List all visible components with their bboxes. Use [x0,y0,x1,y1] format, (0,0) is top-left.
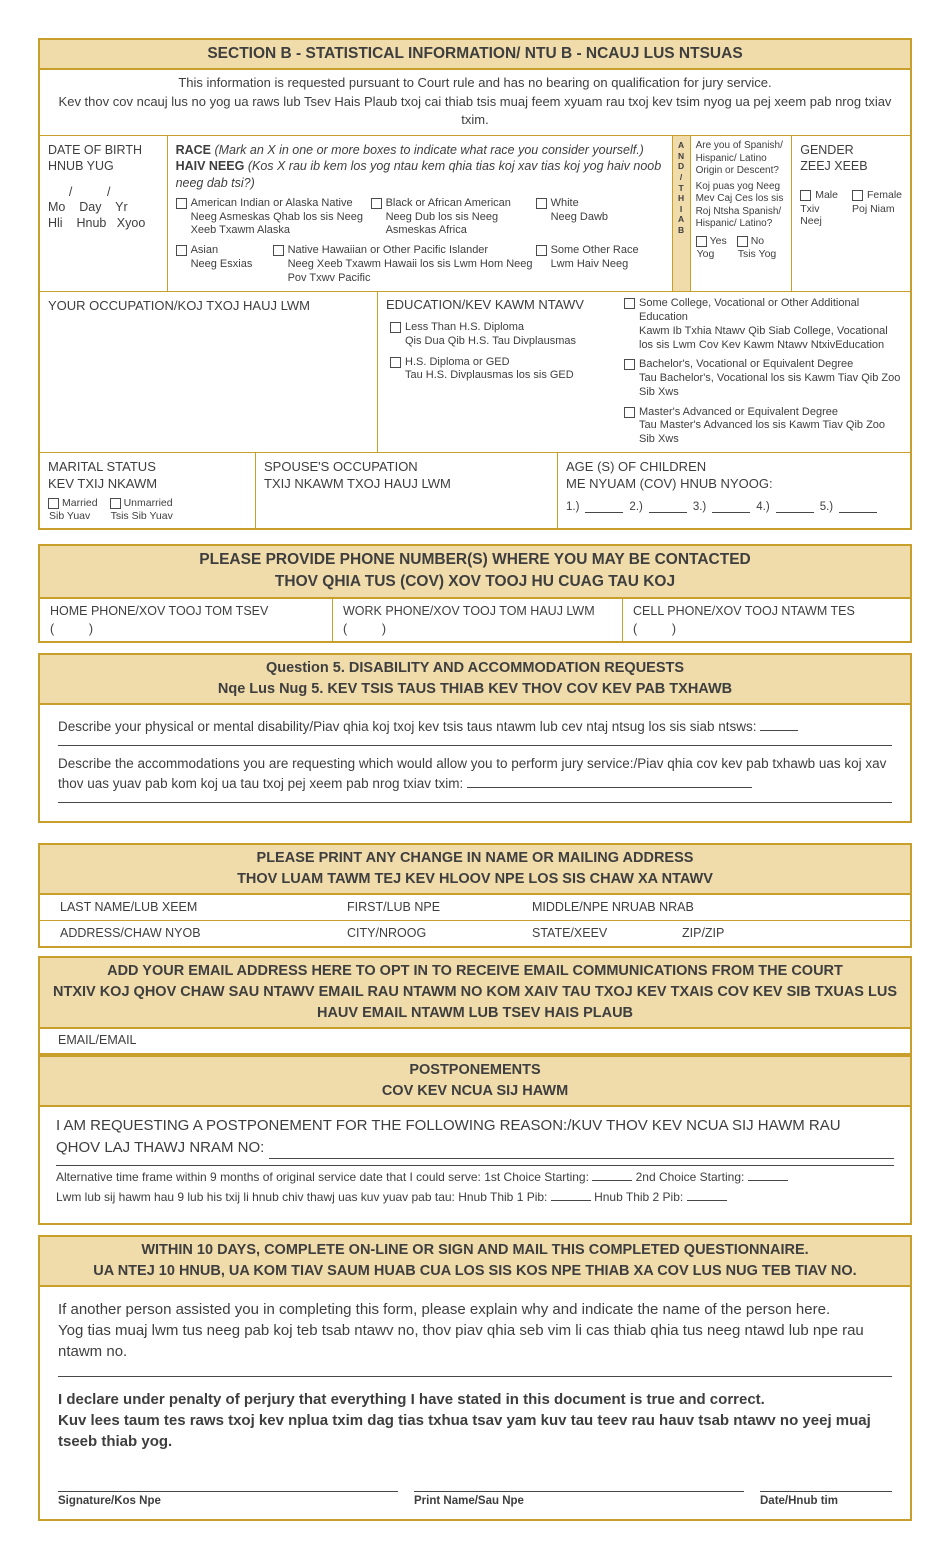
gender-option-male [800,189,838,227]
section-b-title: SECTION B - STATISTICAL INFORMATION/ NTU B - NCAUJ LUS NTSUAS [207,45,743,62]
education-option-less-than-hs [390,321,618,349]
disability-writing-line[interactable] [58,745,892,746]
education-option-label-hmong: Tau Master's Advanced los sis Kawm Tiav Qib Zoo Sib Xws [639,419,886,446]
race-option-american-indian [176,197,371,238]
gender-male-label-hmong: Txiv Neej [800,202,822,227]
child-age-field-3[interactable] [712,502,750,513]
dob-cell [40,136,167,291]
question5-band-line-en: Question 5. DISABILITY AND ACCOMMODATION REQUESTS [265,659,685,676]
divider-letter: B [678,225,685,236]
education-option-label: Bachelor's, Vocational or Equivalent Degree [639,358,854,371]
hispanic-yes-label-hmong: Yog [696,247,715,260]
race-cell [167,136,672,291]
middle-name-label: MIDDLE/NPE NRUAB NRAB [532,900,694,915]
child-age-field-2[interactable] [649,502,687,513]
marital-option-unmarried [110,497,173,522]
first-name-label: FIRST/LUB NPE [347,900,441,915]
race-checkbox-white[interactable] [536,198,547,209]
race-option-label: Black or African American [385,196,511,209]
race-option-label-hmong: Neeg Dawb [550,210,609,223]
race-option-label: Some Other Race [550,244,639,257]
race-option-black [371,197,536,238]
hispanic-yes-checkbox[interactable] [696,236,707,247]
divider-letter: N [678,150,685,161]
race-option-label: American Indian or Alaska Native [190,196,353,209]
race-label-en: RACE [175,143,211,158]
hispanic-options [696,235,787,260]
marital-status-cell [40,453,255,528]
first-choice-field[interactable] [592,1170,632,1181]
occupation-education-row [40,291,910,452]
divider-letter: A [678,140,685,151]
marital-unmarried-label: Unmarried [123,496,173,509]
gender-female-checkbox[interactable] [852,190,863,201]
accommodation-prompt-text: Describe the accommodations you are requesting which would allow you to perform jury service:/Piav qhia cov kev pab txhawb uas koj xav thov uas yuav pab kom koj ua tau txoj pej xeem pab nrog txiav txim: [58,756,887,791]
declaration-text-hmong: Kuv lees taum tes raws txoj kev nplua txim dag tias txhua tsav yam kuv tau teev rau hauv tsab ntawv no yeej muaj tseeb thiab yog. [58,1412,871,1451]
education-option-label-hmong: Tau H.S. Divplausmas los sis GED [405,369,574,382]
child-age-number: 2.) [629,500,643,513]
marital-married-checkbox[interactable] [48,498,59,509]
dob-input-area[interactable]: / / [48,184,111,199]
race-options-row-2 [176,244,664,285]
postponement-request-line-2 [56,1137,894,1159]
child-age-number: 5.) [819,500,834,513]
postponements-band [38,1055,912,1107]
hispanic-question-hmong: Koj puas yog Neeg Mev Caj Ces los sis Roj Ntsha Spanish/ Hispanic/ Latino? [695,180,784,230]
education-option-label: Less Than H.S. Diploma [405,321,525,334]
disability-field[interactable] [760,720,798,731]
child-age-field-1[interactable] [585,502,623,513]
race-note-en: (Mark an X in one or more boxes to indicate what race you consider yourself.) [214,143,644,158]
and-thiab-divider [672,136,690,291]
intro-text [40,70,910,135]
gender-female-label-hmong: Poj Niam [851,202,895,215]
signature-row [58,1480,892,1507]
race-option-label-hmong: Neeg Esxias [190,257,253,270]
gender-label-en: GENDER [800,143,854,158]
home-phone-label: HOME PHONE/XOV TOOJ TOM TSEV [50,603,269,618]
spouse-label-en: SPOUSE'S OCCUPATION [264,458,418,474]
name-change-box [38,895,912,948]
within-10-days-line-hmong: UA NTEJ 10 HNUB, UA KOM TIAV SAUM HUAB CUA LOS SIS KOS NPE THIAB XA COV LUS NUG TEB TIAV NO. [93,1263,857,1280]
date-label: Date/Hnub tim [760,1495,838,1508]
race-option-label: White [550,196,579,209]
email-band-line-hmong: NTXIV KOJ QHOV CHAW SAU NTAWV EMAIL RAU NTAWM NO KOM XAIV TAU TXOJ KEV TXAIS COV KEV SIB TXUAS LUS HAUV EMAIL NTAWM LUB TSEV HAIS PLAUB [52,984,897,1022]
race-label-hmong: HAIV NEEG [175,159,245,174]
hispanic-no-label-hmong: Tsis Yog [737,247,777,260]
hispanic-option-no [737,235,777,260]
alternative-time-line-hmong [56,1188,894,1207]
race-checkbox-other[interactable] [536,245,547,256]
education-option-some-college [624,297,902,352]
second-choice-field[interactable] [748,1170,788,1181]
address-label: ADDRESS/CHAW NYOB [60,926,201,941]
children-age-fields [566,501,902,513]
phone-fields-row [40,599,910,641]
hispanic-no-checkbox[interactable] [737,236,748,247]
assistance-writing-line[interactable] [58,1376,892,1377]
disability-prompt [58,717,892,737]
race-option-label-hmong: Lwm Haiv Neeg [550,257,629,270]
question5-box [38,705,912,824]
education-cell [377,292,910,452]
state-label: STATE/XEEV [532,926,608,941]
dob-units-hmong: Hli Hnub Xyoo [48,215,146,230]
intro-line-en: This information is requested pursuant to Court rule and has no bearing on qualification for jury service. [178,75,772,91]
signature-box [38,1287,912,1521]
date-column [760,1480,892,1507]
race-options-row-1 [176,197,664,238]
marital-spouse-children-row [40,452,910,528]
signature-label: Signature/Kos Npe [58,1495,161,1508]
child-age-number: 1.) [566,500,580,513]
race-option-label-hmong: Neeg Xeeb Txawm Hawaii los sis Lwm Hom Neeg Pov Txwv Pacific [287,257,533,284]
name-change-band-line-hmong: THOV LUAM TAWM TEJ KEV HLOOV NPE LOS SIS CHAW XA NTAWV [237,871,713,888]
hispanic-yes-label: Yes [709,234,727,247]
gender-options [800,189,902,227]
email-band [38,956,912,1029]
education-checkbox-bachelors[interactable] [624,359,635,370]
education-option-masters [624,406,902,447]
assistance-text-en: If another person assisted you in completing this form, please explain why and indicate the name of the person here. [58,1301,831,1319]
race-option-label-hmong: Neeg Dub los sis Neeg Asmeskas Africa [385,210,499,237]
city-label: CITY/NROOG [347,926,427,941]
race-option-hawaiian [273,244,536,285]
accommodation-writing-line[interactable] [58,802,892,803]
second-choice-field-hmong[interactable] [687,1190,727,1201]
print-name-field[interactable] [414,1480,744,1492]
children-label-en: AGE (S) OF CHILDREN [566,458,707,474]
gender-label-hmong: ZEEJ XEEB [800,159,868,174]
education-checkbox-less-than-hs[interactable] [390,322,401,333]
declaration-paragraph [58,1389,892,1452]
last-name-label: LAST NAME/LUB XEEM [60,900,198,915]
section-b-title-band [38,38,912,70]
child-age-field-4[interactable] [776,502,814,513]
occupation-cell[interactable] [40,292,377,452]
accommodation-prompt [58,754,892,793]
marital-unmarried-checkbox[interactable] [110,498,121,509]
postponements-band-line-en: POSTPONEMENTS [409,1062,541,1079]
dob-label-hmong: HNUB YUG [48,159,114,174]
cell-phone-field[interactable]: ( ) [633,621,677,636]
child-age-number: 4.) [756,500,770,513]
education-option-bachelors [624,358,902,399]
marital-unmarried-label-hmong: Tsis Sib Yuav [110,509,173,522]
phone-box [38,599,912,643]
assistance-paragraph [58,1299,892,1362]
home-phone-cell [40,599,332,641]
education-option-label-hmong: Kawm Ib Txhia Ntawv Qib Siab College, Vocational los sis Lwm Cov Kev Kawm Ntawv NtxivEducation [639,324,888,351]
education-checkbox-hs-ged[interactable] [390,357,401,368]
children-label-hmong: ME NYUAM (COV) HNUB NYOOG: [566,475,773,491]
demographics-row [40,135,910,291]
education-label: EDUCATION/KEV KAWM NTAWV [386,297,584,313]
education-checkbox-some-college[interactable] [624,298,635,309]
marital-options [48,497,247,522]
email-field-row[interactable] [38,1029,912,1055]
divider-letter: A [678,214,685,225]
gender-option-female [852,189,902,227]
education-option-label: Some College, Vocational or Other Additional Education [639,297,860,324]
marital-label-en: MARITAL STATUS [48,458,156,474]
dob-units-en: Mo Day Yr [48,199,128,214]
divider-letter: D [678,161,685,172]
zip-label: ZIP/ZIP [682,926,725,941]
home-phone-field[interactable]: ( ) [50,621,94,636]
dob-label-en: DATE OF BIRTH [48,143,142,158]
divider-letter: T [678,182,684,193]
education-right-column [618,297,902,447]
date-field[interactable] [760,1480,892,1492]
children-ages-cell [557,453,910,528]
postponement-request-text: QHOV LAJ THAWJ NRAM NO: [56,1139,265,1157]
education-option-hs-ged [390,356,618,384]
marital-married-label-hmong: Sib Yuav [49,509,91,522]
hispanic-option-yes [696,235,727,260]
race-option-label-hmong: Neeg Asmeskas Qhab los sis Neeg Xeeb Txawm Alaska [190,210,363,237]
race-option-other [536,244,664,285]
race-header-hmong [176,158,664,191]
race-option-label: Asian [190,244,219,257]
postponement-reason-line-2[interactable] [56,1165,894,1166]
education-option-label: H.S. Diploma or GED [405,355,510,368]
name-change-band-line-en: PLEASE PRINT ANY CHANGE IN NAME OR MAILING ADDRESS [256,850,694,867]
print-name-label: Print Name/Sau Npe [414,1495,524,1508]
email-field-label: EMAIL/EMAIL [58,1033,137,1048]
gender-female-label: Female [866,188,902,201]
marital-label-hmong: KEV TXIJ NKAWM [48,475,158,491]
alternative-time-text-en: Alternative time frame within 9 months of original service date that I could serve: 1st Choice Starting: [56,1169,589,1184]
phone-band [38,544,912,599]
education-checkbox-masters[interactable] [624,407,635,418]
race-checkbox-black[interactable] [371,198,382,209]
phone-band-line-hmong: THOV QHIA TUS (COV) XOV TOOJ HU CUAG TAU KOJ [274,573,676,591]
race-note-hmong: (Kos X rau ib kem los yog ntau kem qhia tias koj xav tias koj yog haiv noob neeg dab tsi?) [175,159,662,190]
race-checkbox-asian[interactable] [176,245,187,256]
race-option-asian [176,244,273,285]
question5-band [38,653,912,705]
signature-field[interactable] [58,1480,398,1492]
within-10-days-band [38,1235,912,1287]
alternative-time-text-hmong: Lwm lub sij hawm hau 9 lub his txij li hnub chiv thawj uas kuv yuav pab tau: Hnub Thib 1 Pib: [56,1190,548,1205]
hispanic-origin-cell [690,136,792,291]
name-change-row-2[interactable] [40,920,910,946]
child-age-number: 3.) [692,500,707,513]
postponements-box [38,1107,912,1225]
postponements-band-line-hmong: COV KEV NCUA SIJ HAWM [381,1083,569,1100]
section-b-box [38,70,912,529]
race-option-white [536,197,664,238]
gender-male-label: Male [815,188,838,201]
education-option-label-hmong: Tau Bachelor's, Vocational los sis Kawm Tiav Qib Zoo Sib Xws [639,372,901,398]
work-phone-cell [332,599,622,641]
accommodation-field[interactable] [467,777,752,788]
work-phone-field[interactable]: ( ) [343,621,387,636]
question5-band-line-hmong: Nqe Lus Nug 5. KEV TSIS TAUS THIAB KEV THOV COV KEV PAB TXHAWB [217,680,733,697]
race-checkbox-hawaiian[interactable] [273,245,284,256]
postponement-request-line-1: I AM REQUESTING A POSTPONEMENT FOR THE FOLLOWING REASON:/KUV THOV KEV NCUA SIJ HAWM RAU [56,1117,841,1135]
second-choice-label-hmong: Hnub Thib 2 Pib: [594,1190,684,1205]
marital-married-label: Married [62,496,98,509]
race-checkbox-american-indian[interactable] [176,198,187,209]
first-choice-field-hmong[interactable] [551,1190,591,1201]
gender-cell [791,136,910,291]
within-10-days-line-en: WITHIN 10 DAYS, COMPLETE ON-LINE OR SIGN AND MAIL THIS COMPLETED QUESTIONNAIRE. [141,1242,809,1259]
email-band-line-en: ADD YOUR EMAIL ADDRESS HERE TO OPT IN TO RECEIVE EMAIL COMMUNICATIONS FROM THE COURT [107,963,843,980]
name-change-band [38,843,912,895]
divider-letter: I [679,203,683,214]
divider-letter: H [678,193,685,204]
assistance-text-hmong: Yog tias muaj lwm tus neeg pab koj teb tsab ntawv no, thov piav qhia seb vim li cas thiab qhia tus neeg ntawd lub npe rau ntawm no. [58,1322,864,1361]
cell-phone-cell [622,599,910,641]
form-content [38,38,912,1521]
spouse-occupation-cell[interactable] [255,453,557,528]
education-left-column [386,297,618,447]
signature-column [58,1480,398,1507]
disability-prompt-text: Describe your physical or mental disability/Piav qhia koj txoj kev tsis taus ntawm lub cev ntaj ntsug los sis siab ntsws: [58,718,757,734]
race-option-label: Native Hawaiian or Other Pacific Islander [287,244,489,257]
gender-male-checkbox[interactable] [800,190,811,201]
second-choice-label-en: 2nd Choice Starting: [635,1169,745,1184]
marital-option-married [48,497,98,522]
phone-band-line-en: PLEASE PROVIDE PHONE NUMBER(S) WHERE YOU MAY BE CONTACTED [199,550,751,568]
child-age-field-5[interactable] [839,502,877,513]
postponement-reason-field[interactable] [269,1145,894,1159]
spouse-label-hmong: TXIJ NKAWM TXOJ HAUJ LWM [264,475,451,491]
race-header-en [176,142,664,158]
divider-letter: / [679,171,683,182]
cell-phone-label: CELL PHONE/XOV TOOJ NTAWM TES [633,603,855,618]
occupation-label: YOUR OCCUPATION/KOJ TXOJ HAUJ LWM [48,298,310,314]
intro-line-hmong: Kev thov cov ncauj lus no yog ua raws lub Tsev Hais Plaub txoj cai thiab tsis muaj feem xyuam rau txoj kev tsim nyog ua pej xeem pab nrog txiav txim. [58,93,892,127]
alternative-time-line-en [56,1168,894,1187]
name-change-row-1[interactable] [40,895,910,920]
print-name-column [414,1480,744,1507]
education-option-label: Master's Advanced or Equivalent Degree [639,405,838,418]
declaration-text-en: I declare under penalty of perjury that everything I have stated in this document is true and correct. [58,1391,765,1409]
work-phone-label: WORK PHONE/XOV TOOJ TOM HAUJ LWM [343,603,595,618]
education-option-label-hmong: Qis Dua Qib H.S. Tau Divplausmas [405,334,576,347]
hispanic-no-label: No [750,234,765,247]
hispanic-question-en: Are you of Spanish/ Hispanic/ Latino Origin or Descent? [695,140,783,177]
